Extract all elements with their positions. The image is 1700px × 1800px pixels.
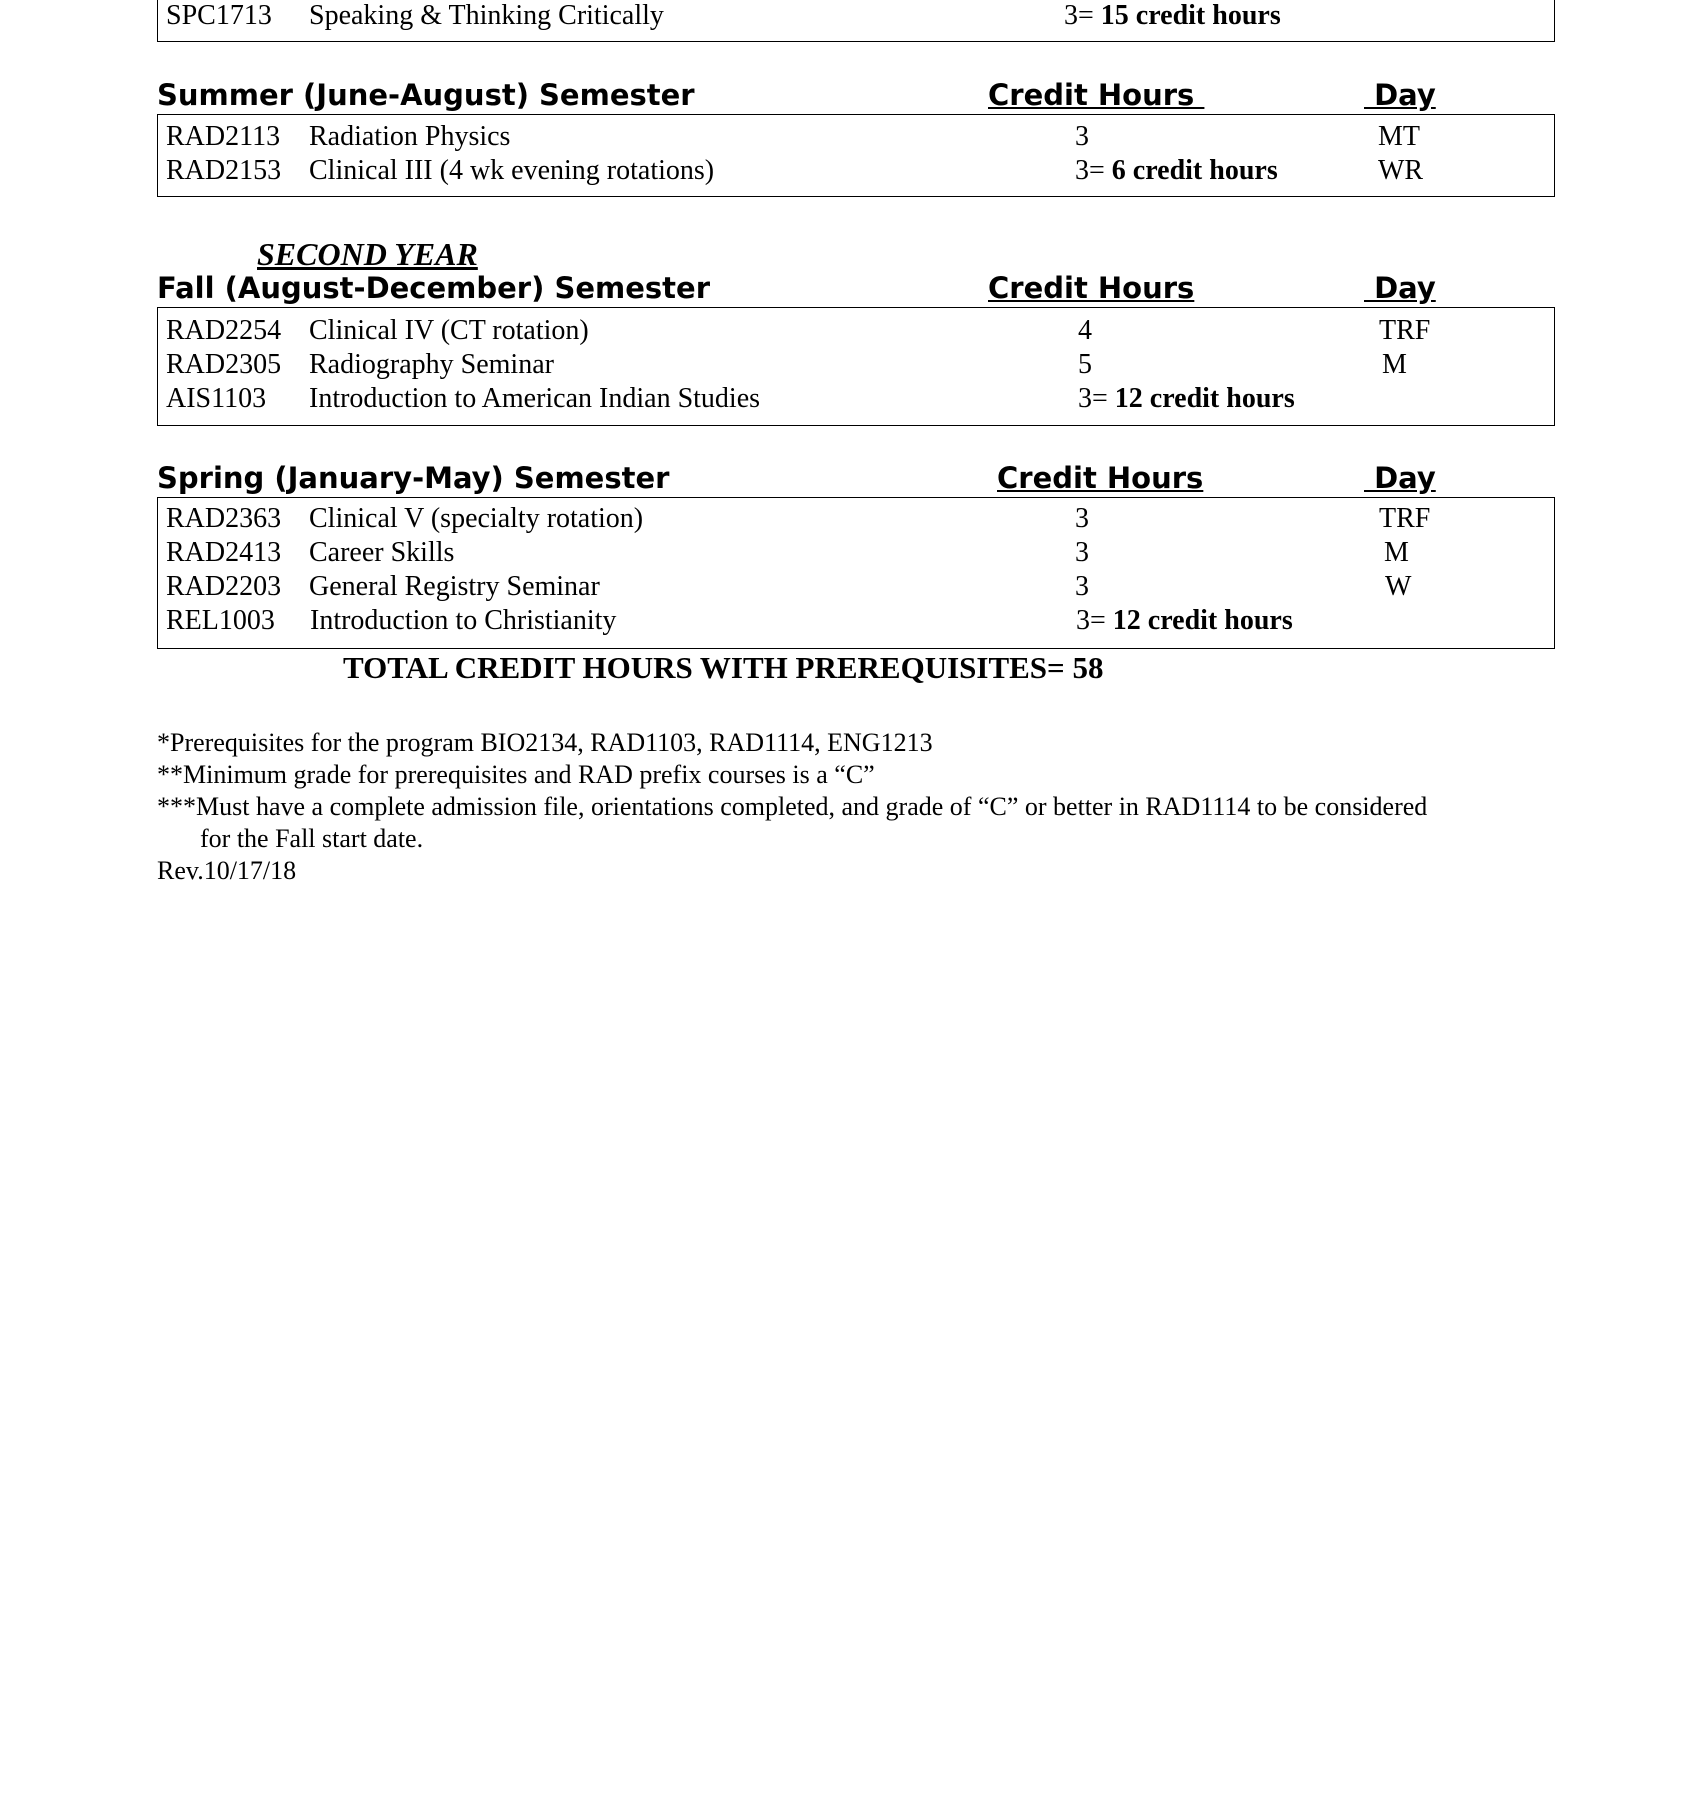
course-credit: 3 <box>1075 503 1089 534</box>
credit-total: 15 credit hours <box>1100 0 1281 31</box>
course-code: RAD2203 <box>166 571 282 602</box>
course-title: Introduction to Christianity <box>310 605 617 636</box>
course-row <box>158 154 1554 188</box>
course-credit: 5 <box>1078 349 1092 380</box>
course-code: RAD2254 <box>166 315 282 346</box>
course-row <box>158 536 1554 570</box>
summer-day-header: Day <box>1364 78 1436 112</box>
total-credit-hours: TOTAL CREDIT HOURS WITH PREREQUISITES= 58 <box>343 650 1104 685</box>
course-credit: 4 <box>1078 315 1092 346</box>
spring-first-year-box-partial <box>157 0 1555 42</box>
course-code: RAD2413 <box>166 537 282 568</box>
admission-note <box>157 791 1577 855</box>
course-code: RAD2305 <box>166 349 282 380</box>
course-day: TRF <box>1379 503 1431 534</box>
course-day: W <box>1385 571 1412 602</box>
course-credit-total <box>1064 0 1281 33</box>
course-code: AIS1103 <box>166 383 267 414</box>
course-row <box>158 502 1554 536</box>
course-row <box>158 382 1554 416</box>
credit-prefix: 3= <box>1064 0 1094 31</box>
course-credit: 3 <box>1075 571 1089 602</box>
fall-courses-box <box>157 307 1555 426</box>
course-row <box>158 120 1554 154</box>
revision-date: Rev.10/17/18 <box>157 856 297 885</box>
course-row <box>158 604 1554 638</box>
credit-prefix: 3= <box>1076 605 1106 636</box>
course-row <box>158 570 1554 604</box>
fall-semester-heading: Fall (August-December) Semester <box>157 271 710 305</box>
course-code: RAD2363 <box>166 503 282 534</box>
fall-credit-hours-header: Credit Hours <box>988 271 1195 305</box>
course-credit-total <box>1075 154 1278 188</box>
course-day: M <box>1382 349 1407 380</box>
credit-total: 12 credit hours <box>1112 605 1293 636</box>
spring-credit-hours-header: Credit Hours <box>997 461 1204 495</box>
course-title: Speaking & Thinking Critically <box>309 0 664 31</box>
course-credit-total <box>1076 604 1293 638</box>
course-title: Radiography Seminar <box>309 349 554 380</box>
course-title: General Registry Seminar <box>309 571 600 602</box>
course-day: MT <box>1378 121 1420 152</box>
course-code: SPC1713 <box>166 0 272 31</box>
course-code: REL1003 <box>166 605 275 636</box>
course-title: Clinical III (4 wk evening rotations) <box>309 155 715 186</box>
credit-total: 12 credit hours <box>1114 383 1295 414</box>
course-day: WR <box>1378 155 1424 186</box>
course-title: Introduction to American Indian Studies <box>309 383 761 414</box>
fall-day-header: Day <box>1364 271 1436 305</box>
spring-semester-heading: Spring (January-May) Semester <box>157 461 670 495</box>
course-row <box>158 348 1554 382</box>
course-title: Radiation Physics <box>309 121 511 152</box>
course-title: Clinical IV (CT rotation) <box>309 315 589 346</box>
summer-semester-heading: Summer (June-August) Semester <box>157 78 695 112</box>
course-row <box>158 314 1554 348</box>
summer-credit-hours-header: Credit Hours <box>988 78 1205 112</box>
credit-prefix: 3= <box>1078 383 1108 414</box>
course-title: Career Skills <box>309 537 455 568</box>
minimum-grade-note: **Minimum grade for prerequisites and RAD prefix courses is a “C” <box>157 760 875 789</box>
prerequisites-note: *Prerequisites for the program BIO2134, RAD1103, RAD1114, ENG1213 <box>157 728 933 757</box>
second-year-heading: SECOND YEAR <box>257 236 478 272</box>
course-code: RAD2153 <box>166 155 282 186</box>
summer-courses-box <box>157 114 1555 197</box>
admission-note-line2: for the Fall start date. <box>200 824 424 853</box>
spring-courses-box <box>157 497 1555 649</box>
course-title: Clinical V (specialty rotation) <box>309 503 644 534</box>
course-code: RAD2113 <box>166 121 281 152</box>
course-credit: 3 <box>1075 537 1089 568</box>
course-credit: 3 <box>1075 121 1089 152</box>
course-day: M <box>1384 537 1409 568</box>
credit-prefix: 3= <box>1075 155 1105 186</box>
course-row <box>158 0 1554 33</box>
course-day: TRF <box>1379 315 1431 346</box>
credit-total: 6 credit hours <box>1111 155 1278 186</box>
course-credit-total <box>1078 382 1295 416</box>
admission-note-line1: ***Must have a complete admission file, orientations completed, and grade of “C” or better in RAD1114 to be considered <box>157 792 1428 821</box>
spring-day-header: Day <box>1364 461 1436 495</box>
